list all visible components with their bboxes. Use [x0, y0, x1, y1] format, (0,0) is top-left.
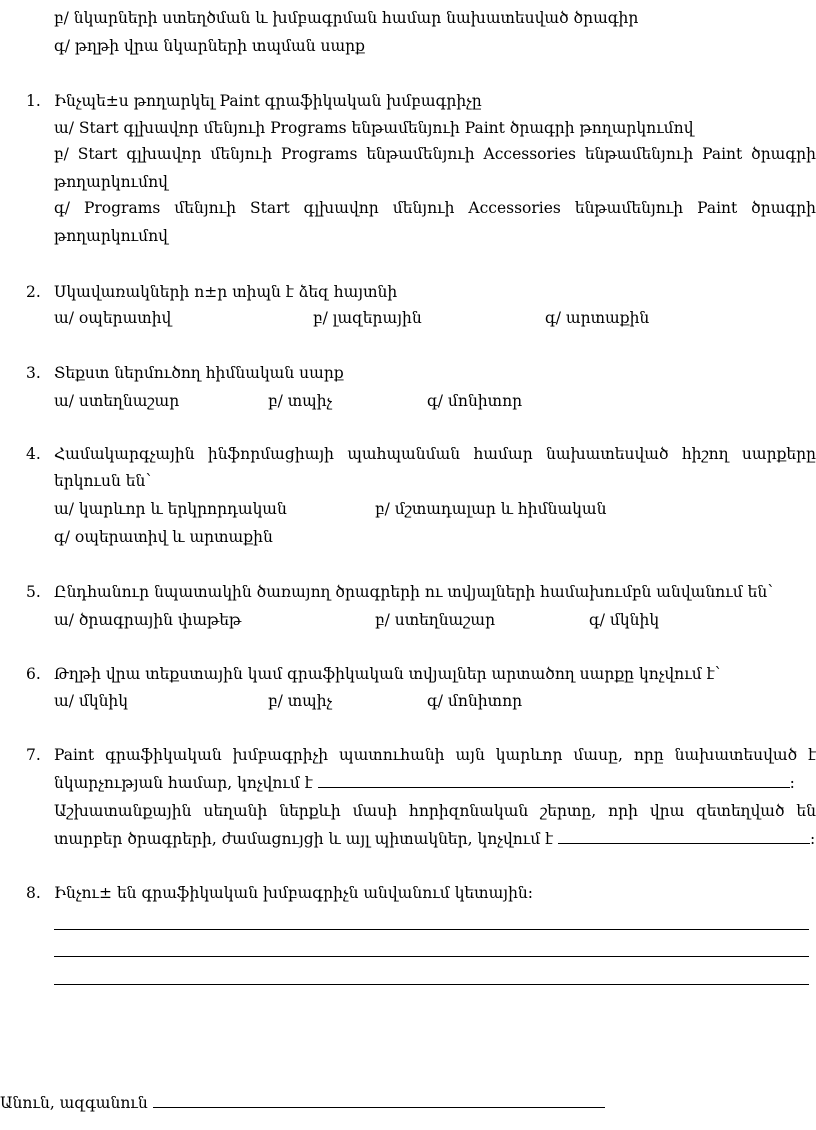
q1-question: Ինչպե±ս թողարկել Paint գրաֆիկական խմբագրիչը	[54, 92, 482, 110]
q7-question-line1: Paint գրաֆիկական խմբագրիչի պատուհանի այն կարևոր մասը, որը նախատեսված է	[54, 746, 816, 764]
q1-number: 1.	[26, 92, 41, 110]
intro-option-b: բ/ նկարների ստեղծման և խմբագրման համար նախատեսված ծրագիր	[54, 9, 639, 27]
q8-number: 8.	[26, 884, 41, 902]
q7-question-line3: Աշխատանքային սեղանի ներքևի մասի հորիզոնական շերտը, որի վրա զետեղված են	[54, 802, 816, 820]
name-field-row	[0, 1093, 605, 1113]
name-label: Անուն, ազգանուն	[0, 1094, 148, 1112]
q5-option-g: գ/ մկնիկ	[589, 611, 660, 629]
q7-question-line4	[54, 829, 815, 849]
q7-colon-2: :	[810, 830, 816, 848]
q4-option-b: բ/ մշտադալար և հիմնական	[375, 500, 607, 518]
q2-question: Սկավառակների ո±ր տիպն է ձեզ հայտնի	[54, 283, 398, 301]
q1-option-g-line2: թողարկումով	[54, 227, 168, 245]
q7-prompt-1: նկարչության համար, կոչվում է	[54, 774, 313, 792]
q7-question-line2	[54, 773, 795, 793]
q1-option-b-line1: բ/ Start գլխավոր մենյուի Programs ենթամենյուի Accessories ենթամենյուի Paint ծրագրի	[54, 145, 816, 163]
q7-colon-1: :	[789, 774, 795, 792]
q8-answer-line-1[interactable]	[54, 929, 809, 930]
q5-option-b: բ/ ստեղնաշար	[375, 611, 496, 629]
q1-option-a: ա/ Start գլխավոր մենյուի Programs ենթամենյուի Paint ծրագրի թողարկումով	[54, 119, 694, 137]
q4-number: 4.	[26, 445, 41, 463]
q2-option-g: գ/ արտաքին	[545, 309, 650, 327]
q6-option-b: բ/ տպիչ	[268, 692, 333, 710]
q6-option-a: ա/ մկնիկ	[54, 692, 128, 710]
q6-number: 6.	[26, 665, 41, 683]
q8-question: Ինչու± են գրաֆիկական խմբագրիչն անվանում կետային:	[54, 884, 533, 902]
q5-option-a: ա/ ծրագրային փաթեթ	[54, 611, 242, 629]
q4-question-line1: Համակարգչային ինֆորմացիայի պահպանման համար նախատեսված հիշող սարքերը	[54, 445, 816, 463]
q5-question: Ընդհանուր նպատակին ծառայող ծրագրերի ու տվյալների համախումբն անվանում են՝	[54, 583, 773, 601]
q1-option-b-line2: թողարկումով	[54, 173, 168, 191]
q2-number: 2.	[26, 283, 41, 301]
q6-option-g: գ/ մոնիտոր	[427, 692, 523, 710]
q8-answer-line-2[interactable]	[54, 956, 809, 957]
name-input-line[interactable]	[153, 1093, 605, 1108]
intro-option-g: գ/ թղթի վրա նկարների տպման սարք	[54, 37, 366, 55]
q2-option-a: ա/ օպերատիվ	[54, 309, 172, 327]
q3-question: Տեքստ ներմուծող հիմնական սարք	[54, 364, 344, 382]
q6-question: Թղթի վրա տեքստային կամ գրաֆիկական տվյալներ արտածող սարքը կոչվում է՝	[54, 665, 721, 683]
q8-answer-line-3[interactable]	[54, 984, 809, 985]
q3-option-g: գ/ մոնիտոր	[427, 392, 523, 410]
q2-option-b: բ/ լազերային	[313, 309, 422, 327]
q3-number: 3.	[26, 364, 41, 382]
q4-question-line2: երկուսն են՝	[54, 472, 151, 490]
q5-number: 5.	[26, 583, 41, 601]
q4-option-a: ա/ կարևոր և երկրորդական	[54, 500, 287, 518]
q3-option-a: ա/ ստեղնաշար	[54, 392, 180, 410]
q7-answer-blank-2[interactable]	[558, 829, 810, 844]
q7-prompt-2: տարբեր ծրագրերի, ժամացույցի և այլ պիտակներ, կոչվում է	[54, 830, 554, 848]
q1-option-g-line1: գ/ Programs մենյուի Start գլխավոր մենյուի Accessories ենթամենյուի Paint ծրագրի	[54, 199, 816, 217]
q3-option-b: բ/ տպիչ	[268, 392, 333, 410]
q7-answer-blank-1[interactable]	[318, 773, 790, 788]
q4-option-g: գ/ օպերատիվ և արտաքին	[54, 528, 273, 546]
q7-number: 7.	[26, 746, 41, 764]
